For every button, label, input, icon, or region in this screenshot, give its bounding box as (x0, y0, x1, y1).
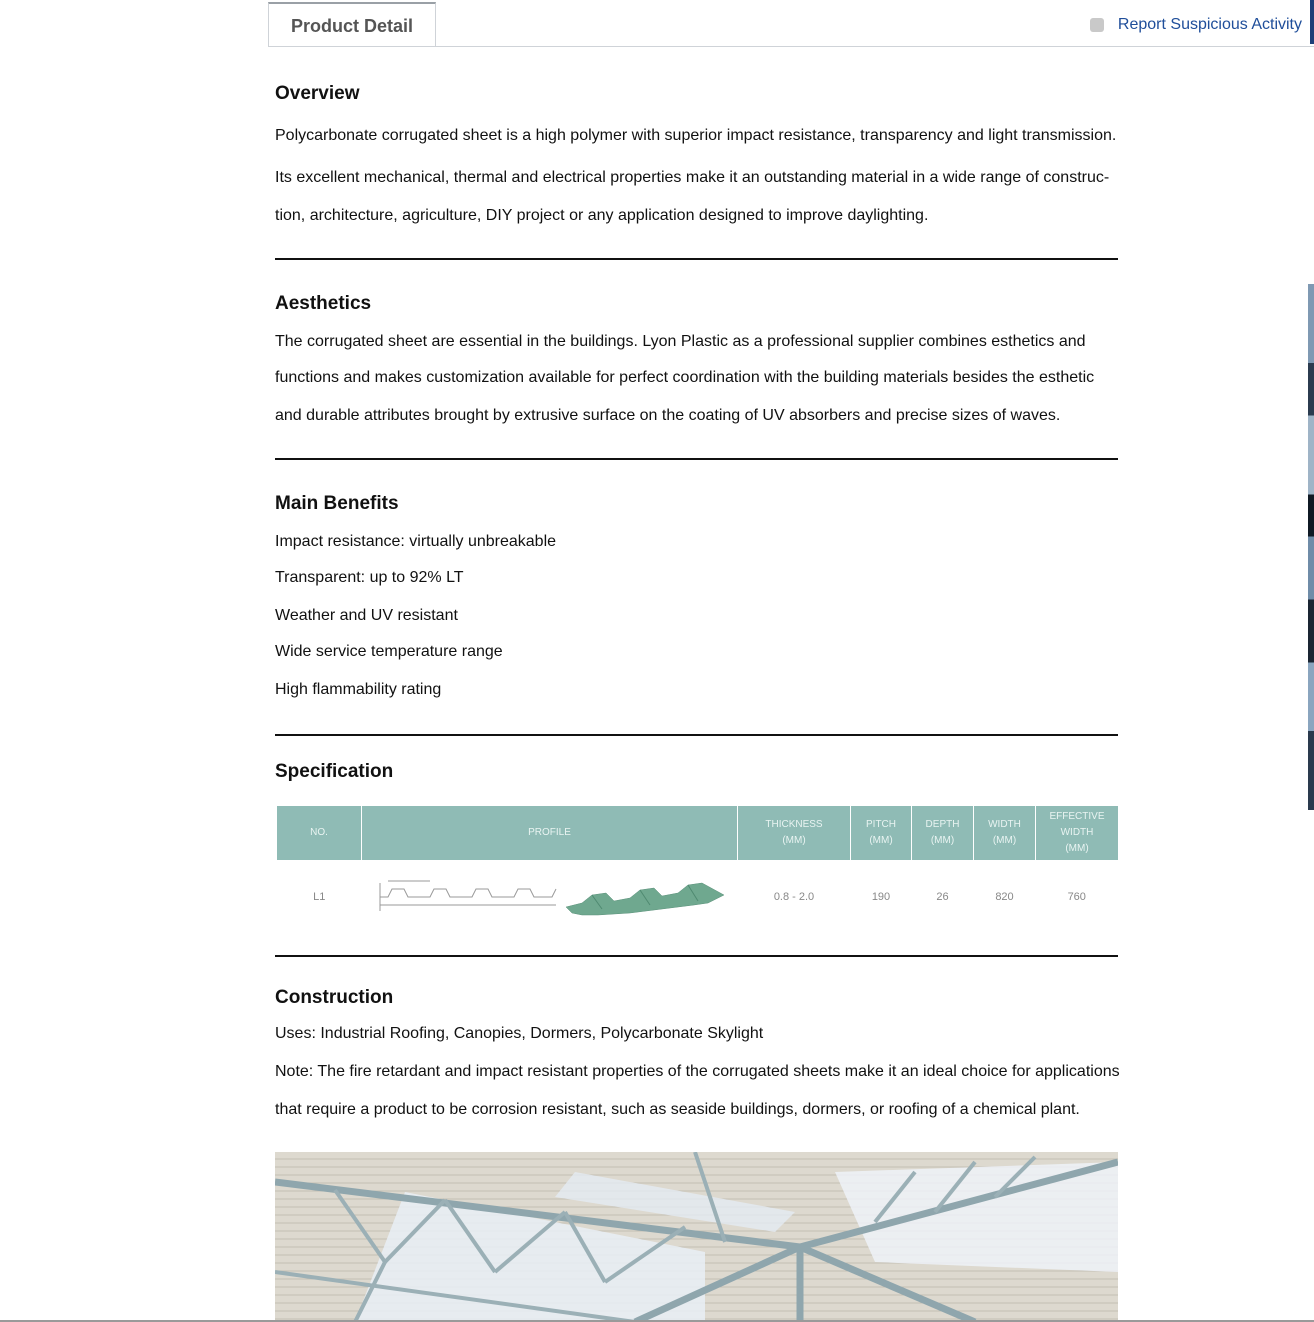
aesthetics-line-2: functions and makes customization available for perfect coordination with the building materials besides the esthetic (275, 369, 1095, 386)
aesthetics-line-3: and durable attributes brought by extrusive surface on the coating of UV absorbers and precise sizes of waves. (275, 407, 1061, 424)
aesthetics-title: Aesthetics (275, 293, 372, 314)
construction-uses: Uses: Industrial Roofing, Canopies, Dormers, Polycarbonate Skylight (275, 1025, 764, 1042)
header-depth: DEPTH (MM) (912, 806, 974, 860)
aesthetics-line-1: The corrugated sheet are essential in the buildings. Lyon Plastic as a professional supplier combines esthetics and (275, 333, 1086, 350)
report-label: Report Suspicious Activity (1117, 16, 1302, 33)
specification-title: Specification (275, 761, 394, 782)
section-divider (275, 955, 1118, 957)
header-profile: PROFILE (362, 806, 738, 860)
overview-line-3: tion, architecture, agriculture, DIY project or any application designed to improve daylighting. (275, 207, 929, 224)
roof-structure-illustration (275, 1152, 1118, 1322)
cell-effective-width: 760 (1067, 891, 1086, 903)
sheet-render (566, 883, 724, 915)
main-benefits-title: Main Benefits (275, 493, 399, 514)
tab-product-detail[interactable]: Product Detail (268, 2, 436, 46)
table-header-row (277, 806, 1118, 860)
section-divider (275, 258, 1118, 260)
header-thickness: THICKNESS (MM) (738, 806, 851, 860)
cell-pitch: 190 (871, 891, 891, 903)
benefit-item: Weather and UV resistant (275, 607, 458, 624)
section-divider (275, 458, 1118, 460)
report-suspicious-activity-link[interactable] (1090, 16, 1302, 34)
side-image-strip (1308, 284, 1314, 810)
construction-title: Construction (275, 987, 394, 1008)
overview-line-2: Its excellent mechanical, thermal and electrical properties make it an outstanding material in a wide range of construc- (275, 169, 1110, 186)
tab-bar (268, 0, 1314, 47)
benefit-item: Transparent: up to 92% LT (275, 569, 464, 586)
flag-icon (1090, 18, 1104, 32)
header-no: NO. (277, 806, 362, 860)
overview-line-1: Polycarbonate corrugated sheet is a high polymer with superior impact resistance, transparency and light transmission. (275, 127, 1117, 144)
benefit-item: Impact resistance: virtually unbreakable (275, 533, 557, 550)
window-edge (1310, 0, 1314, 44)
cell-width: 820 (995, 891, 1014, 903)
profile-drawing (366, 875, 734, 919)
header-effective-width: EFFECTIVE WIDTH (MM) (1036, 806, 1119, 860)
cell-profile (362, 860, 738, 934)
profile-line-drawing (380, 881, 556, 911)
construction-note-line-1: Note: The fire retardant and impact resistant properties of the corrugated sheets make it an ideal choice for applications (275, 1063, 1120, 1080)
overview-title: Overview (275, 83, 360, 104)
header-width: WIDTH (MM) (974, 806, 1036, 860)
specification-table (277, 806, 1118, 934)
cell-thickness: 0.8 - 2.0 (773, 891, 815, 903)
section-divider (275, 734, 1118, 736)
cell-depth: 26 (936, 891, 949, 903)
benefit-item: Wide service temperature range (275, 643, 503, 660)
benefit-item: High flammability rating (275, 681, 442, 698)
construction-note-line-2: that require a product to be corrosion resistant, such as seaside buildings, dormers, or roofing of a chemical plant. (275, 1101, 1080, 1118)
roof-structure-photo (275, 1152, 1118, 1322)
header-pitch: PITCH (MM) (851, 806, 912, 860)
table-row (277, 860, 1118, 934)
cell-no: L1 (313, 891, 326, 903)
